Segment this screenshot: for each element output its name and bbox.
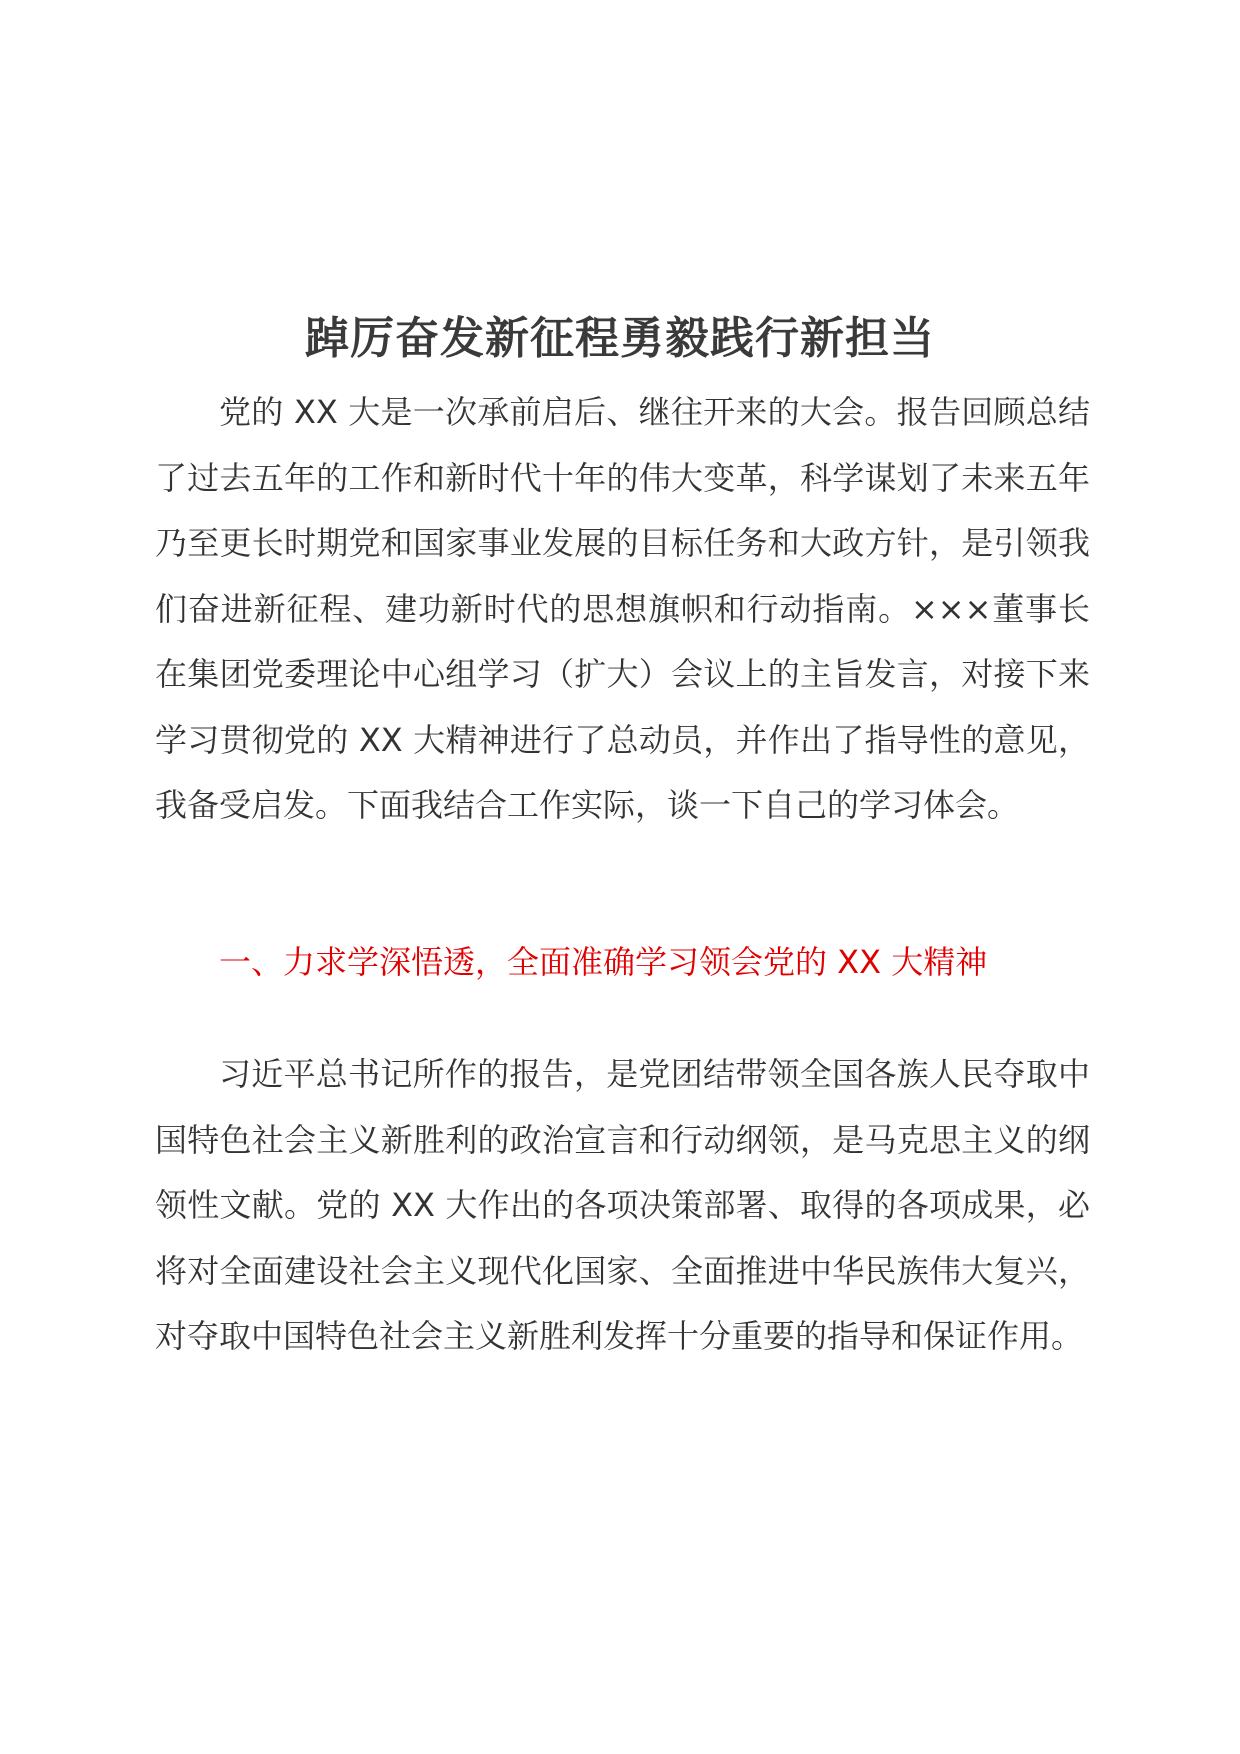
section-heading-1: 一、力求学深悟透，全面准确学习领会党的 XX 大精神 <box>219 943 988 981</box>
body-paragraph-intro: 党的 XX 大是一次承前启后、继往开来的大会。报告回顾总结了过去五年的工作和新时代十年的伟大变革，科学谋划了未来五年乃至更长时期党和国家事业发展的目标任务和大政方针，是引领我们奋进新征程、建功新时代的思想旗帜和行动指南。×××董事长在集团党委理论中心组学习（扩大）会议上的主旨发言，对接下来学习贯彻党的 XX 大精神进行了总动员，并作出了指导性的意见，我备受启发。下面我结合工作实际，谈一下自己的学习体会。 <box>155 393 1090 824</box>
document-title: 踔厉奋发新征程勇毅践行新担当 <box>305 313 935 365</box>
body-paragraph-section-1: 习近平总书记所作的报告，是党团结带领全国各族人民夺取中国特色社会主义新胜利的政治宣言和行动纲领，是马克思主义的纲领性文献。党的 XX 大作出的各项决策部署、取得的各项成果，必将对全面建设社会主义现代化国家、全面推进中华民族伟大复兴，对夺取中国特色社会主义新胜利发挥十分重要的指导和保证作用。 <box>155 1055 1090 1355</box>
